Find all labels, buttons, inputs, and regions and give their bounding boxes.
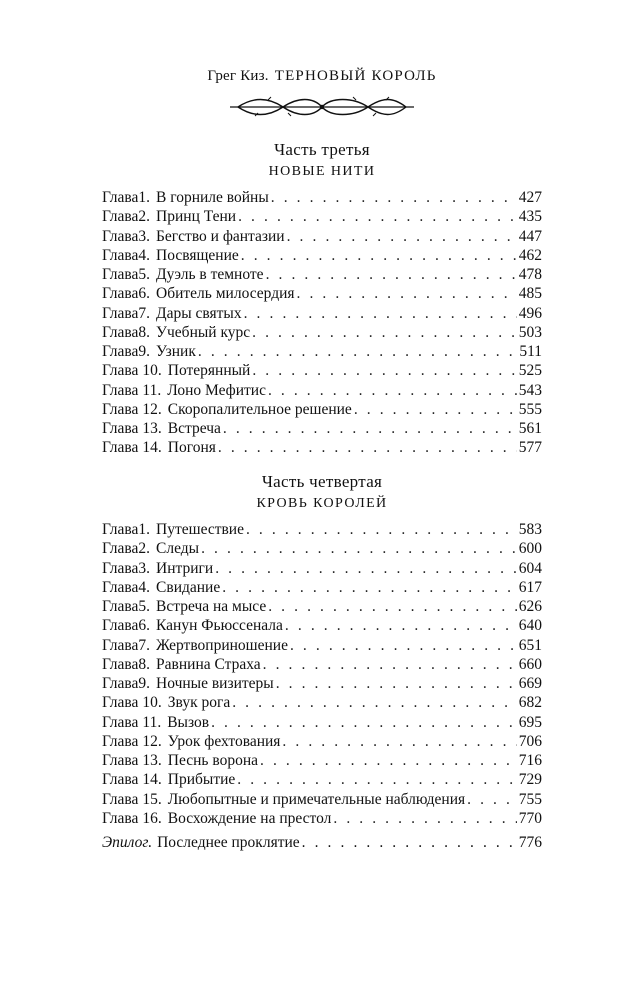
toc-entry [102,791,542,810]
toc-entry [102,656,542,675]
chapter-label: Глава [102,381,139,399]
leader-dots [268,382,517,400]
chapter-title: Принц Тени [156,208,237,226]
chapter-page: 660 [518,655,542,673]
chapter-label: Глава [102,439,139,457]
chapter-title: Любопытные и примечательные наблюдения [167,790,466,808]
leader-dots [244,305,517,323]
chapter-title: Свидание [156,578,221,596]
leader-dots [287,228,517,246]
chapter-label: Глава [102,752,139,769]
toc-entry [102,266,542,285]
chapter-number: 3. [138,559,151,577]
chapter-label: Глава [102,598,139,615]
chapter-page: 577 [518,439,542,457]
toc-entry [102,420,542,439]
chapter-label: Глава [102,675,139,692]
toc-entry [102,521,542,540]
chapter-title: Встреча на мысе [156,598,267,615]
chapter-title: Узник [156,343,196,360]
chapter-title: Путешествие [156,521,244,538]
chapter-number: 12. [142,732,162,750]
chapter-number: 14. [142,771,162,789]
chapter-title: Прибытие [167,771,236,789]
part4-subtitle: КРОВЬ КОРОЛЕЙ [256,496,388,511]
chapter-page: 682 [518,694,542,712]
leader-dots [263,656,517,674]
chapter-number: 6. [138,285,151,303]
thorny-vine-divider-icon [228,94,416,120]
chapter-page: 462 [518,246,542,264]
chapter-page: 770 [518,809,542,827]
chapter-number: 1. [138,189,151,206]
chapter-title: Урок фехтования [167,732,281,750]
chapter-page: 669 [518,675,542,692]
chapter-title: Канун Фьюссенала [156,617,283,635]
leader-dots [238,208,517,226]
leader-dots [201,540,517,558]
chapter-page: 600 [518,540,542,558]
chapter-title: Встреча [167,420,221,437]
toc-entry [102,285,542,304]
chapter-label: Глава [102,323,139,341]
chapter-number: 1. [138,521,151,538]
chapter-label: Глава [102,246,139,264]
toc-entry [102,324,542,343]
epilog-title: Последнее проклятие [157,834,300,851]
chapter-number: 13. [142,420,162,437]
chapter-title: Погоня [167,439,216,457]
chapter-label: Глава [102,655,139,673]
chapter-label: Глава [102,227,139,245]
leader-dots [252,324,517,342]
leader-dots [276,675,517,693]
chapter-page: 706 [518,732,542,750]
epilog-entry [102,834,542,852]
running-header [0,68,644,85]
chapter-number: 2. [138,208,151,226]
chapter-title: Потерянный [167,362,251,380]
chapter-page: 511 [519,343,542,360]
chapter-label: Глава [102,343,139,360]
chapter-page: 640 [518,617,542,635]
part3-subtitle: НОВЫЕ НИТИ [268,164,376,179]
chapter-page: 447 [518,227,542,245]
part3-toc [102,189,542,459]
chapter-page: 478 [518,266,542,283]
leader-dots [285,617,517,635]
toc-entry [102,752,542,771]
chapter-page: 543 [518,381,542,399]
toc-entry [102,617,542,636]
chapter-number: 11. [142,381,162,399]
chapter-page: 485 [518,285,542,303]
chapter-title: Интриги [156,559,214,577]
toc-entry [102,771,542,790]
chapter-page: 496 [518,304,542,322]
toc-entry [102,305,542,324]
chapter-page: 626 [518,598,542,615]
chapter-label: Глава [102,208,139,226]
chapter-number: 14. [142,439,162,457]
part4-title: Часть четвертая [261,472,383,491]
chapter-label: Глава [102,362,139,380]
chapter-page: 427 [518,189,542,206]
chapter-number: 5. [138,598,151,615]
leader-dots [333,810,516,828]
leader-dots [297,285,517,303]
chapter-label: Глава [102,617,139,635]
leader-dots [354,401,517,419]
chapter-label: Глава [102,559,139,577]
leader-dots [198,343,517,361]
chapter-title: Бегство и фантазии [156,227,285,245]
chapter-label: Глава [102,189,139,206]
chapter-title: Дуэль в темноте [156,266,264,283]
epilog-page: 776 [518,834,542,851]
chapter-title: Песнь ворона [167,752,258,769]
leader-dots [215,560,517,578]
chapter-number: 13. [142,752,162,769]
chapter-label: Глава [102,790,139,808]
chapter-label: Глава [102,713,139,731]
toc-entry [102,810,542,829]
toc-entry [102,362,542,381]
toc-entry [102,598,542,617]
chapter-label: Глава [102,420,139,437]
leader-dots [271,189,517,207]
chapter-number: 4. [138,578,151,596]
toc-entry [102,560,542,579]
chapter-title: Ночные визитеры [156,675,274,692]
chapter-number: 16. [142,809,162,827]
header-author: Грег Киз. [207,68,269,84]
leader-dots [290,637,517,655]
chapter-label: Глава [102,521,139,538]
toc-entry [102,228,542,247]
toc-entry [102,579,542,598]
toc-entry [102,189,542,208]
leader-dots [266,266,517,284]
chapter-number: 8. [138,323,151,341]
chapter-label: Глава [102,636,139,654]
toc-entry [102,382,542,401]
leader-dots [282,733,516,751]
chapter-number: 15. [142,790,162,808]
chapter-label: Глава [102,285,139,303]
chapter-label: Глава [102,694,139,712]
epilog-label: Эпилог. [102,834,153,851]
toc-entry [102,714,542,733]
leader-dots [222,579,517,597]
chapter-number: 7. [138,636,151,654]
header-book-title: ТЕРНОВЫЙ КОРОЛЬ [274,68,437,84]
chapter-page: 435 [518,208,542,226]
part3-title: Часть третья [274,140,370,159]
chapter-page: 555 [518,400,542,418]
chapter-page: 561 [518,420,542,437]
chapter-page: 604 [518,559,542,577]
toc-entry [102,343,542,362]
chapter-number: 5. [138,266,151,283]
chapter-title: Следы [156,540,200,558]
chapter-number: 3. [138,227,151,245]
toc-entry [102,733,542,752]
chapter-page: 729 [518,771,542,789]
chapter-number: 2. [138,540,151,558]
chapter-number: 10. [142,694,162,712]
leader-dots [232,694,517,712]
part4-toc [102,521,542,829]
chapter-title: Звук рога [167,694,231,712]
chapter-page: 583 [518,521,542,538]
toc-entry [102,694,542,713]
chapter-title: В горниле войны [156,189,269,206]
chapter-title: Восхождение на престол [167,809,332,827]
chapter-label: Глава [102,400,139,418]
chapter-number: 7. [138,304,151,322]
leader-dots [211,714,517,732]
chapter-title: Скоропалительное решение [167,400,352,418]
chapter-number: 6. [138,617,151,635]
chapter-page: 617 [518,578,542,596]
chapter-title: Учебный курс [156,323,251,341]
chapter-title: Равнина Страха [156,655,261,673]
chapter-title: Жертвоприношение [156,636,288,654]
leader-dots [223,420,517,438]
leader-dots [260,752,517,770]
toc-entry [102,247,542,266]
chapter-label: Глава [102,771,139,789]
chapter-label: Глава [102,266,139,283]
chapter-number: 12. [142,400,162,418]
toc-entry [102,208,542,227]
leader-dots [218,439,517,457]
chapter-label: Глава [102,540,139,558]
leader-dots [241,247,517,265]
chapter-title: Дары святых [156,304,242,322]
chapter-number: 10. [142,362,162,380]
chapter-label: Глава [102,732,139,750]
chapter-title: Обитель милосердия [156,285,295,303]
chapter-page: 525 [518,362,542,380]
chapter-title: Лоно Мефитис [167,381,266,399]
leader-dots [302,834,517,852]
chapter-number: 9. [138,343,151,360]
chapter-number: 8. [138,655,151,673]
chapter-number: 11. [142,713,162,731]
chapter-title: Вызов [167,713,210,731]
toc-entry [102,637,542,656]
chapter-title: Посвящение [156,246,239,264]
leader-dots [268,598,517,616]
toc-entry [102,401,542,420]
chapter-page: 503 [518,323,542,341]
chapter-number: 9. [138,675,151,692]
chapter-page: 716 [518,752,542,769]
chapter-number: 4. [138,246,151,264]
chapter-page: 695 [518,713,542,731]
toc-entry [102,439,542,458]
chapter-label: Глава [102,578,139,596]
leader-dots [467,791,517,809]
chapter-page: 755 [518,790,542,808]
toc-entry [102,540,542,559]
chapter-label: Глава [102,809,139,827]
leader-dots [237,771,516,789]
chapter-page: 651 [518,636,542,654]
chapter-label: Глава [102,304,139,322]
leader-dots [246,521,517,539]
toc-entry [102,675,542,694]
leader-dots [252,362,516,380]
